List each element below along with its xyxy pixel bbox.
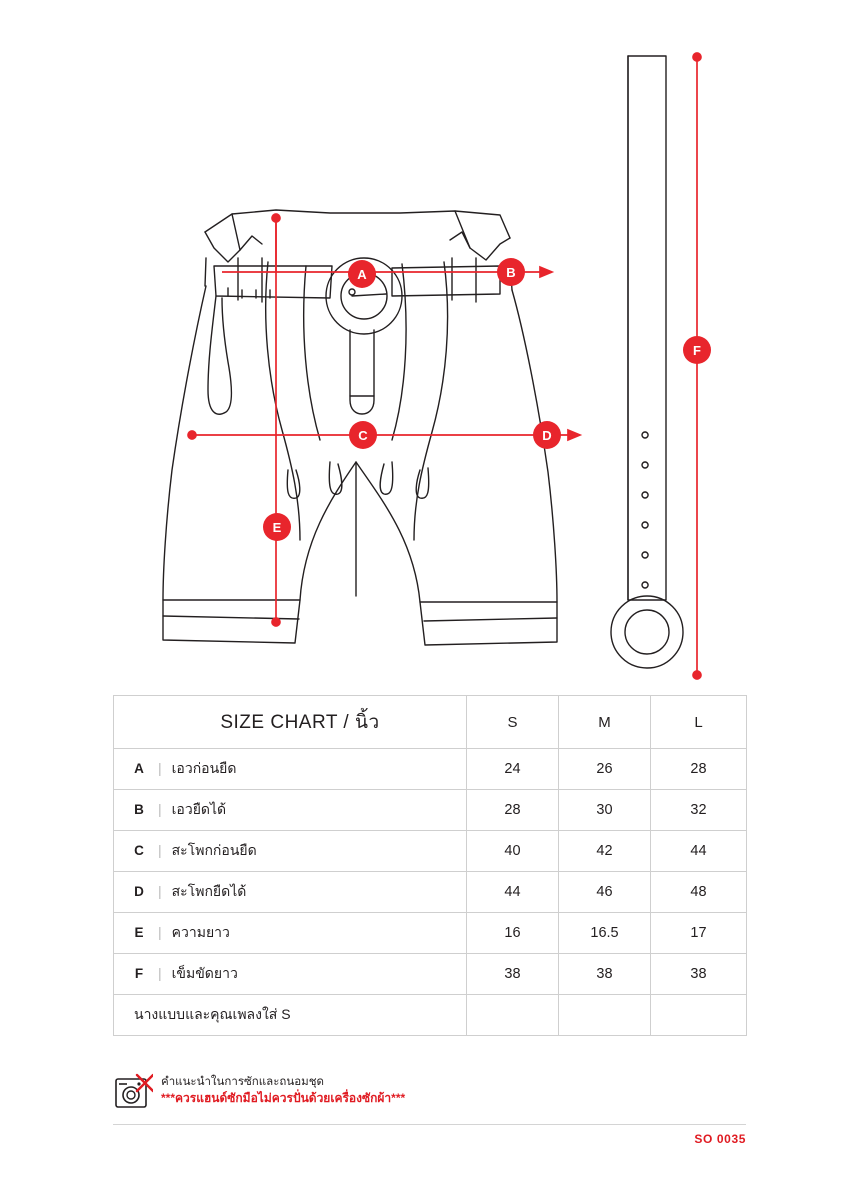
marker-A bbox=[348, 260, 376, 288]
row-code: D bbox=[134, 884, 144, 899]
table-header-row bbox=[114, 696, 747, 749]
note-empty-m bbox=[559, 995, 651, 1036]
row-code: B bbox=[134, 802, 144, 817]
table-row bbox=[114, 954, 747, 995]
row-divider: | bbox=[158, 883, 162, 899]
note-empty-l bbox=[651, 995, 747, 1036]
row-name: เข็มขัดยาว bbox=[171, 965, 238, 981]
svg-text:D: D bbox=[542, 428, 552, 443]
cell-f-m: 38 bbox=[559, 954, 651, 995]
cell-d-s: 44 bbox=[467, 872, 559, 913]
care-instructions bbox=[113, 1073, 753, 1119]
row-divider: | bbox=[158, 842, 162, 858]
cell-b-l: 32 bbox=[651, 790, 747, 831]
care-line-warning: ***ควรแฮนด์ซักมือไม่ควรปั่นด้วยเครื่องซักผ้า*** bbox=[161, 1091, 406, 1105]
row-name: เอวยืดได้ bbox=[171, 801, 227, 817]
marker-E bbox=[263, 513, 291, 541]
table-row bbox=[114, 831, 747, 872]
row-label-c bbox=[114, 831, 467, 872]
cell-c-m: 42 bbox=[559, 831, 651, 872]
cell-a-s: 24 bbox=[467, 749, 559, 790]
svg-text:F: F bbox=[693, 343, 701, 358]
row-name: ความยาว bbox=[171, 924, 230, 940]
row-code: A bbox=[134, 761, 144, 776]
care-line-primary: คำแนะนำในการซักและถนอมชุด bbox=[161, 1076, 324, 1088]
cell-c-s: 40 bbox=[467, 831, 559, 872]
table-row bbox=[114, 749, 747, 790]
size-chart-table bbox=[113, 695, 747, 1036]
cell-e-l: 17 bbox=[651, 913, 747, 954]
svg-text:E: E bbox=[272, 520, 282, 535]
cell-a-m: 26 bbox=[559, 749, 651, 790]
column-header-m: M bbox=[559, 696, 651, 749]
column-header-l: L bbox=[651, 696, 747, 749]
row-code: F bbox=[134, 966, 144, 981]
table-row bbox=[114, 790, 747, 831]
cell-b-s: 28 bbox=[467, 790, 559, 831]
row-name: สะโพกก่อนยืด bbox=[171, 842, 257, 858]
row-name: เอวก่อนยืด bbox=[171, 760, 237, 776]
size-chart-table-wrapper bbox=[113, 695, 746, 1036]
marker-F bbox=[683, 336, 711, 364]
cell-c-l: 44 bbox=[651, 831, 747, 872]
page-title: SIZE CHART / นิ้ว bbox=[114, 696, 467, 749]
table-row bbox=[114, 872, 747, 913]
cell-d-l: 48 bbox=[651, 872, 747, 913]
marker-C bbox=[349, 421, 377, 449]
row-divider: | bbox=[158, 760, 162, 776]
cell-f-s: 38 bbox=[467, 954, 559, 995]
row-code: E bbox=[134, 925, 144, 940]
row-label-b bbox=[114, 790, 467, 831]
row-name: สะโพกยืดได้ bbox=[171, 883, 247, 899]
svg-text:A: A bbox=[357, 267, 367, 282]
model-size-note: นางแบบและคุณเพลงใส่ S bbox=[114, 995, 467, 1036]
cell-f-l: 38 bbox=[651, 954, 747, 995]
row-divider: | bbox=[158, 965, 162, 981]
marker-B bbox=[497, 258, 525, 286]
footer-divider bbox=[113, 1124, 746, 1125]
row-divider: | bbox=[158, 801, 162, 817]
svg-text:C: C bbox=[358, 428, 368, 443]
note-empty-s bbox=[467, 995, 559, 1036]
cell-e-s: 16 bbox=[467, 913, 559, 954]
table-note-row bbox=[114, 995, 747, 1036]
column-header-s: S bbox=[467, 696, 559, 749]
cell-e-m: 16.5 bbox=[559, 913, 651, 954]
cell-a-l: 28 bbox=[651, 749, 747, 790]
no-machine-wash-icon bbox=[113, 1073, 153, 1113]
row-label-a bbox=[114, 749, 467, 790]
cell-d-m: 46 bbox=[559, 872, 651, 913]
care-text bbox=[161, 1074, 721, 1106]
row-divider: | bbox=[158, 924, 162, 940]
row-label-e bbox=[114, 913, 467, 954]
table-row bbox=[114, 913, 747, 954]
row-label-d bbox=[114, 872, 467, 913]
row-code: C bbox=[134, 843, 144, 858]
svg-text:B: B bbox=[506, 265, 516, 280]
product-code: SO 0035 bbox=[694, 1132, 746, 1146]
cell-b-m: 30 bbox=[559, 790, 651, 831]
row-label-f bbox=[114, 954, 467, 995]
marker-D bbox=[533, 421, 561, 449]
